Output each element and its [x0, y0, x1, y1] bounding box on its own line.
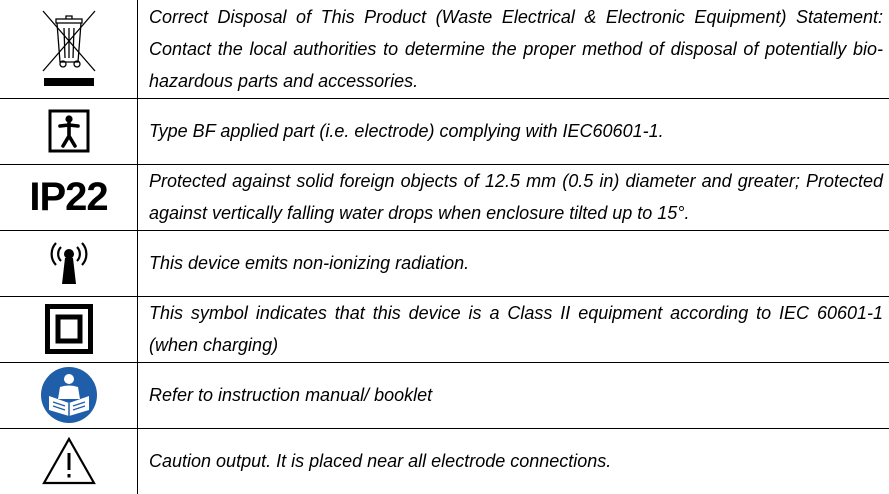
symbol-cell — [0, 0, 138, 98]
symbol-cell — [0, 98, 138, 164]
row-description: Correct Disposal of This Product (Waste Electrical & Electronic Equipment) Statement: Contact the local authorities to determine the proper method of disposal of potentially bio-hazardous parts and accessories. — [149, 6, 883, 91]
table-row — [0, 362, 889, 428]
non-ionizing-radiation-icon — [49, 240, 89, 286]
row-description: Refer to instruction manual/ booklet — [149, 385, 433, 405]
caution-warning-icon — [41, 436, 97, 486]
symbol-cell — [0, 296, 138, 362]
symbol-cell — [0, 362, 138, 428]
table-row — [0, 0, 889, 98]
ip22-rating-icon: IP22 — [29, 174, 108, 219]
symbol-cell — [0, 230, 138, 296]
row-description: Type BF applied part (i.e. electrode) complying with IEC60601-1. — [149, 121, 664, 141]
weee-crossed-bin-icon — [39, 8, 99, 90]
row-description: This symbol indicates that this device is a Class II equipment according to IEC 60601-1 (when charging) — [149, 303, 883, 355]
row-description: Protected against solid foreign objects of 12.5 mm (0.5 in) diameter and greater; Protected against vertically falling water drops when enclosure tilted up to 15°. — [149, 171, 883, 223]
row-description: This device emits non-ionizing radiation. — [149, 253, 470, 273]
symbol-cell — [0, 164, 138, 230]
row-description: Caution output. It is placed near all electrode connections. — [149, 451, 612, 472]
class-ii-equipment-icon — [45, 304, 93, 354]
table-row — [0, 230, 889, 296]
table-row — [0, 98, 889, 164]
type-bf-applied-part-icon — [48, 109, 90, 153]
table-row — [0, 428, 889, 494]
table-row — [0, 296, 889, 362]
refer-to-manual-icon — [40, 366, 98, 424]
symbol-cell — [0, 428, 138, 494]
table-row — [0, 164, 889, 230]
